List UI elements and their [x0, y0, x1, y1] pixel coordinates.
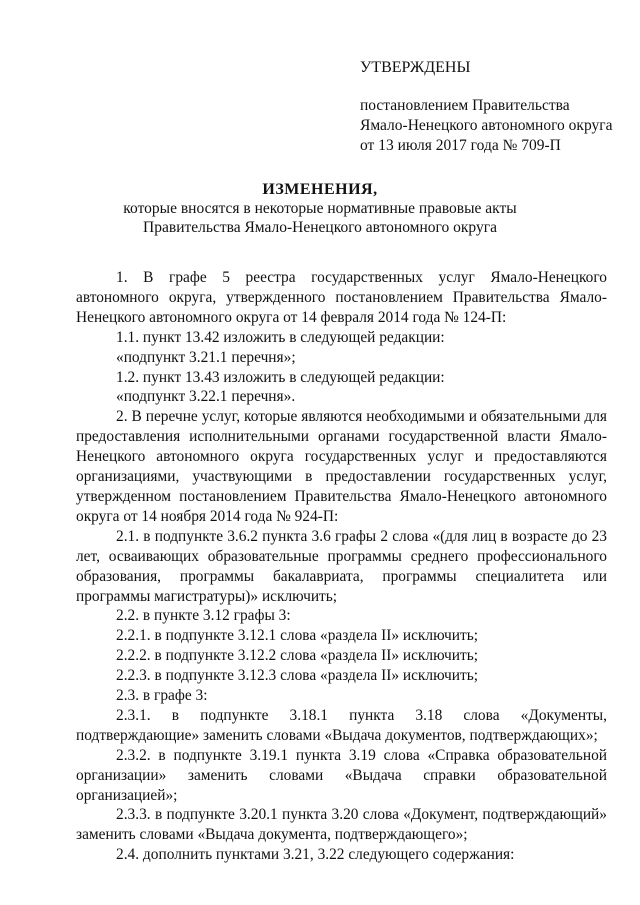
item-2-3: 2.3. в графе 3:	[116, 687, 208, 705]
document-heading	[60, 180, 580, 237]
document-body	[76, 268, 607, 865]
heading-title: ИЗМЕНЕНИЯ,	[262, 181, 378, 198]
item-1-2: 1.2. пункт 13.43 изложить в следующей редакции:	[116, 368, 445, 386]
item-2-3-1: 2.3.1. в подпункте 3.18.1 пункта 3.18 слова «Документы, подтверждающие» заменить словами «Выдача документов, подтверждающих»;	[76, 706, 607, 744]
item-2-3-2: 2.3.2. в подпункте 3.19.1 пункта 3.19 слова «Справка образовательной организации» заменить словами «Выдача справки образовательной организацией»;	[76, 746, 607, 804]
item-2-2-2: 2.2.2. в подпункте 3.12.2 слова «раздела II» исключить;	[116, 647, 479, 665]
item-2-4: 2.4. дополнить пунктами 3.21, 3.22 следующего содержания:	[116, 846, 515, 864]
item-2-1: 2.1. в подпункте 3.6.2 пункта 3.6 графы 2 слова «(для лиц в возрасте до 23 лет, осваивающих образовательные программы среднего профессионального образования, программы бакалавриата, программы специалитета или программы магистратуры)» исключить;	[76, 527, 607, 605]
item-1-1-text: «подпункт 3.21.1 перечня»;	[116, 348, 296, 366]
approval-line-2: Ямало-Ненецкого автономного округа	[360, 117, 613, 134]
paragraph-2: 2. В перечне услуг, которые являются необходимыми и обязательными для предоставления исполнительными органами государственной власти Ямало-Ненецкого автономного округа государственных услуг и предоставляются организациями, участвующими в предоставлении государственных услуг, утвержденном постановлением Правительства Ямало-Ненецкого автономного округа от 14 ноября 2014 года № 924-П:	[76, 408, 607, 525]
item-2-2-3: 2.2.3. в подпункте 3.12.3 слова «раздела II» исключить;	[116, 667, 479, 685]
item-2-2: 2.2. в пункте 3.12 графы 3:	[116, 607, 291, 625]
item-1-2-text: «подпункт 3.22.1 перечня».	[116, 388, 296, 406]
item-2-2-1: 2.2.1. в подпункте 3.12.1 слова «раздела II» исключить;	[116, 627, 479, 645]
paragraph-1: 1. В графе 5 реестра государственных услуг Ямало-Ненецкого автономного округа, утвержденного постановлением Правительства Ямало-Ненецкого автономного округа от 14 февраля 2014 года № 124-П:	[76, 269, 607, 326]
approval-line-1: постановлением Правительства	[360, 97, 570, 114]
item-2-3-3: 2.3.3. в подпункте 3.20.1 пункта 3.20 слова «Документ, подтверждающий» заменить словами «Выдача документа, подтверждающего»;	[76, 806, 607, 844]
heading-subtitle-2: Правительства Ямало-Ненецкого автономного округа	[143, 219, 497, 236]
approval-line-3: от 13 июля 2017 года № 709-П	[360, 137, 561, 154]
item-1-1: 1.1. пункт 13.42 изложить в следующей редакции:	[116, 328, 445, 346]
heading-subtitle-1: которые вносятся в некоторые нормативные правовые акты	[123, 200, 517, 217]
approval-block	[360, 58, 630, 156]
approval-title: УТВЕРЖДЕНЫ	[360, 59, 471, 76]
